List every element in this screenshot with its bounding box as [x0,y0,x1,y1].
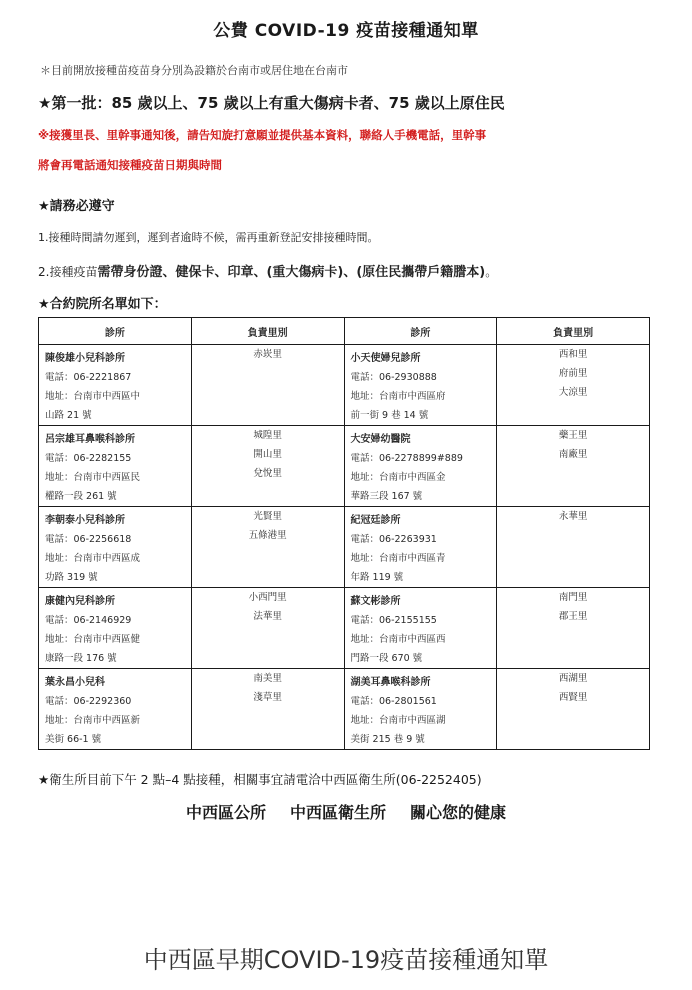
responsible-area-cell [191,669,344,750]
village-name: 淺草里 [253,692,282,703]
slogan-care: 關心您的健康 [410,803,507,822]
clinic-phone: 電話：06-2282155 [45,453,132,464]
clinic-phone: 電話：06-2292360 [45,696,132,707]
red-instruction-line-2: 將會再電話通知接種疫苗日期與時間 [38,158,222,172]
header-area: 負責里別 [191,318,344,345]
clinic-name: 紀冠廷診所 [350,515,401,526]
clinic-table-header-row [39,318,650,345]
notice-title: 公費 COVID-19 疫苗接種通知單 [213,21,479,41]
village-name: 五條港里 [248,530,287,541]
clinic-phone: 電話：06-2263931 [350,534,437,545]
clinic-address: 地址：台南市中西區湖 [350,715,446,726]
village-name: 西和里 [558,349,588,360]
clinic-address-cont: 年路 119 號 [350,572,404,583]
clinic-address-cont: 康路一段 176 號 [45,653,117,664]
clinic-phone: 電話：06-2256618 [45,534,132,545]
responsible-area-cell [497,669,650,750]
responsible-area-cell [191,426,344,507]
responsible-area-cell [191,507,344,588]
rules-heading: ★請務必遵守 [38,199,115,214]
clinic-address: 地址：台南市中西區中 [45,391,141,402]
village-name: 郡王里 [558,611,588,622]
village-name: 藥王里 [558,430,588,441]
clinic-name: 小天使婦兒診所 [350,353,421,364]
clinic-info-cell [39,669,192,750]
clinic-phone: 電話：06-2221867 [45,372,132,383]
rule-2-prefix: 2.接種疫苗 [38,265,98,279]
clinic-info-cell [344,426,497,507]
clinic-address-cont: 門路一段 670 號 [350,653,423,664]
clinic-address-cont: 前一街 9 巷 14 號 [350,410,429,421]
village-name: 永華里 [558,511,588,522]
clinic-row [39,507,650,588]
clinic-name: 呂宗雄耳鼻喉科診所 [45,434,135,445]
clinic-phone: 電話：06-2930888 [350,372,437,383]
rule-2 [38,261,497,280]
village-name: 光賢里 [253,511,282,522]
clinic-name: 李朝泰小兒科診所 [45,515,125,526]
village-name: 小西門里 [248,592,287,603]
responsible-area-cell [497,588,650,669]
village-name: 南門里 [558,592,588,603]
rule-2-required-items: 需帶身份證、健保卡、印章、(重大傷病卡)、(原住民攜帶戶籍謄本) [97,265,486,280]
clinic-phone: 電話：06-2155155 [350,615,437,626]
clinic-address-cont: 美街 215 巷 9 號 [350,734,425,745]
clinic-address: 地址：台南市中西區金 [350,472,446,483]
clinic-info-cell [39,507,192,588]
village-name: 西賢里 [558,692,588,703]
clinic-table-body [39,345,650,750]
rule-2-suffix: 。 [485,265,498,279]
clinic-row [39,345,650,426]
clinic-info-cell [39,588,192,669]
village-name: 兌悅里 [253,468,282,479]
clinic-row [39,669,650,750]
village-name: 大涼里 [558,387,588,398]
village-name: 赤崁里 [253,349,282,360]
village-name: 南美里 [253,673,282,684]
header-area: 負責里別 [497,318,650,345]
clinic-address: 地址：台南市中西區成 [45,553,141,564]
header-clinic: 診所 [39,318,192,345]
clinic-info-cell [344,588,497,669]
clinic-table [38,317,650,750]
red-instruction-line-1: ※接獲里長、里幹事通知後，請告知旋打意願並提供基本資料，聯絡人手機電話，里幹事 [38,128,487,142]
responsible-area-cell [191,345,344,426]
clinic-address-cont: 華路三段 167 號 [350,491,423,502]
responsible-area-cell [497,426,650,507]
clinic-name: 陳俊雄小兒科診所 [45,353,125,364]
slogan [0,800,692,823]
eligibility-note: ＊目前開放接種苗疫苗身分別為設籍於台南市或居住地在台南市 [40,64,348,77]
clinic-row [39,588,650,669]
village-name: 法華里 [253,611,282,622]
responsible-area-cell [191,588,344,669]
clinic-phone: 電話：06-2801561 [350,696,437,707]
clinic-address: 地址：台南市中西區新 [45,715,141,726]
clinic-row [39,426,650,507]
clinic-list-heading: ★合約院所名單如下： [38,297,167,312]
slogan-district-office: 中西區公所 [185,803,266,822]
clinic-info-cell [39,345,192,426]
clinic-name: 葉永昌小兒科 [45,677,105,688]
rule-1: 1.接種時間請勿遲到，遲到者逾時不候，需再重新登記安排接種時間。 [38,231,379,244]
clinic-address-cont: 權路一段 261 號 [45,491,117,502]
village-name: 城隍里 [253,430,282,441]
header-clinic: 診所 [344,318,497,345]
clinic-info-cell [39,426,192,507]
clinic-address-cont: 美街 66-1 號 [45,734,102,745]
clinic-name: 康健內兒科診所 [45,596,115,607]
clinic-address: 地址：台南市中西區民 [45,472,141,483]
clinic-address-cont: 山路 21 號 [45,410,92,421]
responsible-area-cell [497,345,650,426]
village-name: 開山里 [253,449,282,460]
clinic-address: 地址：台南市中西區府 [350,391,446,402]
clinic-address: 地址：台南市中西區健 [45,634,141,645]
clinic-info-cell [344,669,497,750]
clinic-address-cont: 功路 319 號 [45,572,98,583]
clinic-address: 地址：台南市中西區西 [350,634,446,645]
clinic-name: 湖美耳鼻喉科診所 [350,677,431,688]
slogan-health-center: 中西區衛生所 [289,803,386,822]
clinic-phone: 電話：06-2146929 [45,615,132,626]
first-batch-line: ★第一批：85 歲以上、75 歲以上有重大傷病卡者、75 歲以上原住民 [38,94,505,112]
health-center-note: ★衛生所目前下午 2 點–4 點接種，相關事宜請電洽中西區衛生所(06-2252405) [38,772,482,787]
clinic-address: 地址：台南市中西區青 [350,553,446,564]
clinic-phone: 電話：06-2278899#889 [350,453,463,464]
clinic-name: 蘇文彬診所 [350,596,401,607]
responsible-area-cell [497,507,650,588]
clinic-name: 大安婦幼醫院 [350,434,411,445]
village-name: 府前里 [558,368,588,379]
village-name: 西湖里 [558,673,588,684]
clinic-info-cell [344,345,497,426]
village-name: 南廠里 [558,449,588,460]
clinic-info-cell [344,507,497,588]
image-caption: 中西區早期COVID-19疫苗接種通知單 [143,946,549,974]
